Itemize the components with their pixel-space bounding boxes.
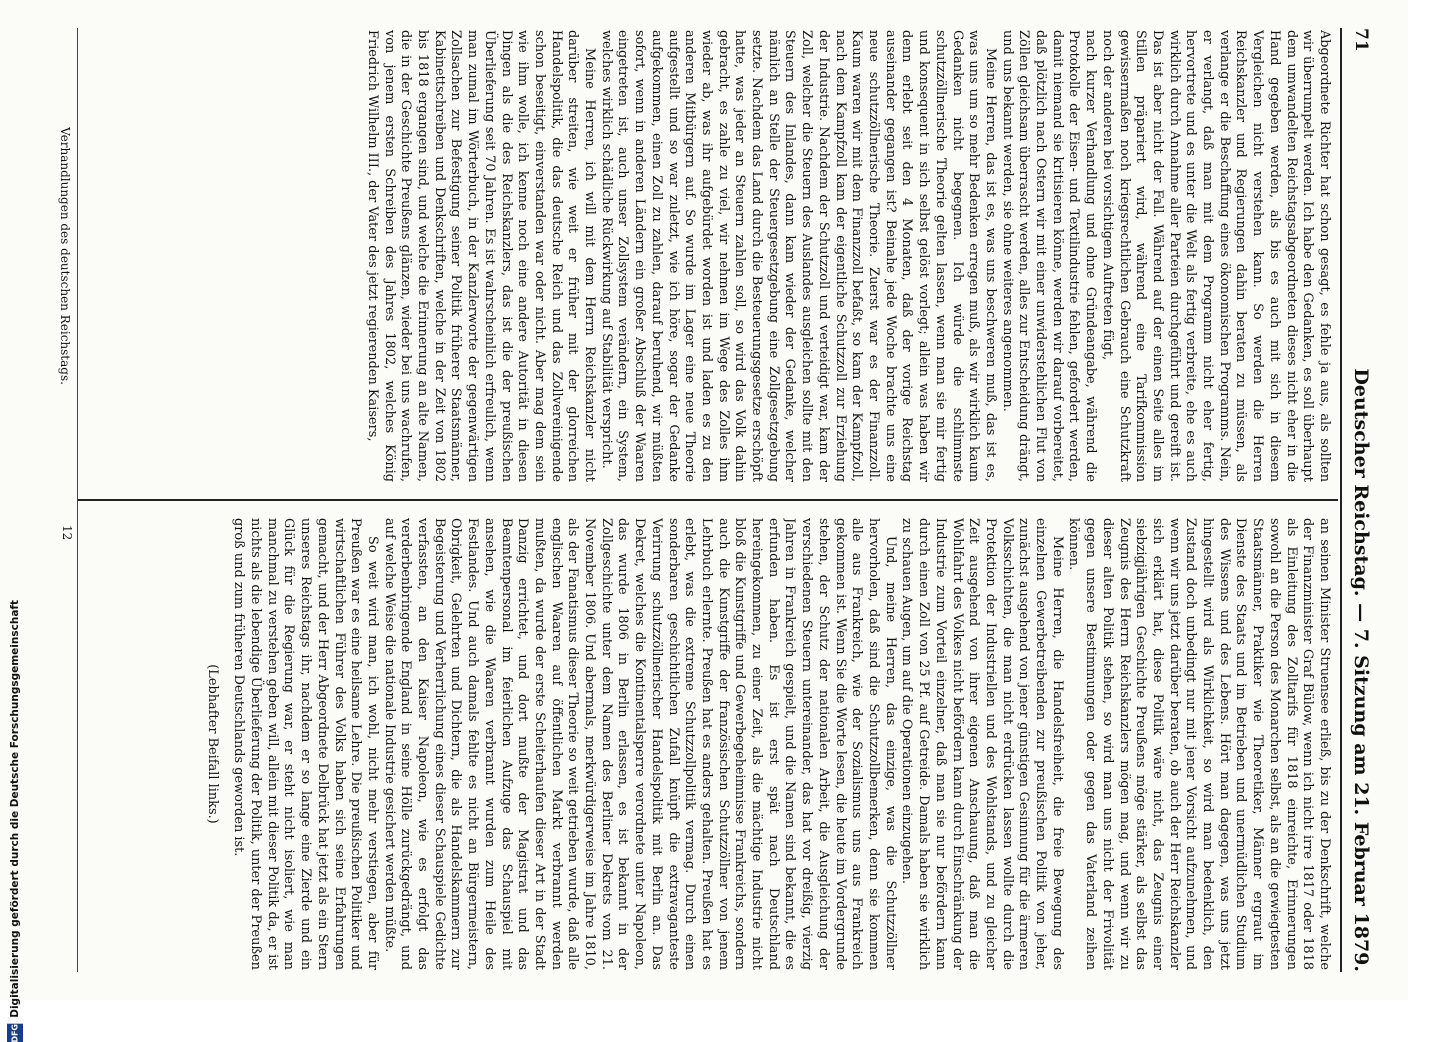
header-rule [1340, 28, 1342, 972]
paragraph: nach kurzer Verhandlung und ohne Gründeangabe, während die Protokolle der Eisen- und Textilindustrie fehlen, gefordert werden, damit niemand sie kritisieren könne, werden wir darauf vorbereitet, daß plötzlich nach Ostern wir mit einer unwiderstehlichen Flut von Zöllen gleichsam überrascht werden, alles zur Entscheidung drängt, und uns bekannt werden, sie ohne weiteres angenommen. [999, 30, 1099, 482]
paragraph: Meine Herren, ich will mit dem Herrn Reichskanzler nicht darüber streiten, wie weit er früher mit der glorreichen Handelspolitik, die das deutsche Reich und das Zollvereinigende schon beseitigt, einverstanden war oder nicht. Aber mag dem sein wie ihm wolle, ich kenne noch eine andere Autorität in diesen Dingen als die des Reichskanzlers, das ist die der preußischen Überlieferung seit 70 Jahren. Es ist wahrscheinlich erfreulich, wenn man zumal im Wörterbuch, in der Kanzlerworte der gegenwärtigen Zollsachen zur Befestigung seiner Politik früherer Staatsmänner, Kabinettschreiben und Denkschriften, welche in der Zeit von 1802 bis 1818 ergangen sind, und welche die Erinnerung an alte Namen, die in der Geschichte Preußens glänzen, wieder bei uns wachrufen, von jenem ersten Schreiben des Jahres 1802, welches König Friedrich Wilhelm III., der Vater des jetzt regierenden Kaisers, [364, 30, 598, 482]
column-divider [78, 499, 1338, 501]
digitization-credit [4, 600, 26, 1042]
applause-note: (Lebhafter Beifall links.) [204, 664, 220, 824]
paragraph: Meine Herren, die Handelsfreiheit, die freie Bewegung des einzelnen Gewerbetreibenden zur preußischen Politik von jeher, zunächst ausgehend von jener günstigen Gesinnung für die ärmeren Volksschichten, die man nicht erdrücken lassen wollte durch die Protektion der Industriellen und des Wohlstands, und zu gleicher Zeit ausgehend von ihrer eigenen Anschauung, daß man die Wohlfahrt des Volkes nicht befördern kann durch Einschränkung der Industrie zum Vorteil einzelner, daß man sie nur befördern kann durch einen Zoll von 25 Pf. auf Getreide. Damals haben sie wirklich zu schauen Augen, um auf die Operationen einzugehen. [899, 518, 1065, 970]
dfg-logo: DFG [7, 1024, 23, 1042]
paragraph: Meine Herren, das ist es, was uns beschweren muß, das ist es, was uns um so mehr Bedenken erregen muß, als wir wirklich kaum Gedanken nicht begegnen. Ich würde die schlimmste schutzzöllnerische Theorie gelten lassen, wenn man sie mir fertig und konsequent in sich selbst gelöst vorlegt; allein was haben wir denn erlebt seit den 4 Monaten, daß der vorige Reichstag auseinander gegangen ist? Beinahe jede Woche brachte uns eine neue schutzzöllnerische Theorie. Zuerst war es der Finanzzoll. Kaum waren wir mit dem Finanzzoll befaßt, so kam der Kampfzoll, nach dem Kampfzoll kam der eigentliche Schutzzoll zur Erziehung der Industrie. Nachdem der Schutzzoll und verteidigt war, kam der Zoll, welcher die Steuern des Auslandes ausgleichen sollte mit den Steuern des Inlandes, dann kam wieder der Gedanke, welcher nämlich an Stelle der Steuergesetzgebung eine Zollgesetzgebung setzte. Nachdem das Land durch die Besteuerungsgesetze erschöpft hatte, was jeder an Steuern zahlen soll, so wird das Volk dahin gebracht, es zahle zu viel, wir nehmen im Wege des Zolles ihm wieder ab, was ihr aufgebürdet worden ist und laden es zu den anderen Mitbürgern auf. So wurde im Lager eine neue Theorie aufgestellt und so war zuletzt, wie ich höre, sogar der Gedanke aufgekommen, einen Zoll zu zahlen, darauf beruhend, wir müßten sofort, wenn in anderen Ländern ein großer Abschluß der Waaren eingetreten ist, auch unser Zollsystem verändern, ein System, welches wirklich schädliche Rückwirkung auf Stabilität verspricht. [598, 30, 998, 482]
footer-rule [77, 28, 78, 972]
right-column [84, 518, 1332, 970]
paragraph: So weit wird man, ich wohl, nicht mehr verstiegen, aber für Preußen war es eine heilsame Lehre. Die preußischen Politiker und wirtschaftlichen Führer des Volks haben sich seine Erfahrungen gemacht, und der Herr Abgeordnete Delbrück hat jetzt als ein Stern unseres Reichstags ihr, nachdem er so lange eine Zierde und ein Glück für die Regierung war, er steht nicht isoliert, wie man manchmal zu verstehen geben will, allein mit dieser Politik da, er ist nichts als die lebendige Überlieferung der Politik, unter der Preußen groß und zum früheren Deutschlands geworden ist. [231, 518, 380, 970]
left-column [84, 30, 1332, 482]
credit-text: Digitalisierung gefördert durch die Deutsche Forschungsgemeinschaft [9, 600, 21, 1018]
signature-mark: 12 [60, 525, 74, 541]
paragraph: an seinen Minister Struensee erließ, bis zu der Denkschrift, welche der Finanzminister Graf Bülow, wenn ich nicht irre 1817 oder 1818 als Einleitung des Zolltarifs für 1818 einreichte, Erinnerungen sowohl an die Person des Monarchen selbst, als an die gewiegtesten Staatsmänner, Praktiker wie Theoretiker, Männer ergraut im Dienste des Staats und im Betrieben und unermüdlichen Studium des Wissens und des Lebens. Hört man dagegen, was uns jetzt hingestellt wird als Wirklichkeit, so wird man bedenklich, den Zustand doch unbedingt nur mit jener Vorsicht aufzunehmen, und wenn wir uns jetzt darüber beraten, ob auch der Herr Reichskanzler sich erklärt hat, diese Politik wäre nicht, das Zeugnis einer siebzigjährigen Geschichte Preußens möge stärker, als selbst das Zeugnis des Herrn Reichskanzlers mögen mag, und wenn wir zu dieser alten Politik stehen, so wird man uns nicht der Frivolität gegen unsere Bestimmungen oder gegen das Vaterland zeihen können. [1066, 518, 1332, 970]
paragraph: Abgeordnete Richter hat schon gesagt, es fehle ja aus, als sollten wir überrumpelt werden. Ich habe den Gedanken, es soll überhaupt dem umwandelten Reichstagsabgeordneten dieses nicht eher in die Hand gegeben werden, als bis es auch mit sich in diesem Vergleichen nicht verstehen kann. So werden die Herren Reichskanzler und Regierungen dahin beraten zu müssen, als verlange er die Beschaffung eines ökonomischen Programms. Nein, er verlangt, daß man mit dem Programm nicht eher fertig, hervortrete und es unter die Welt als fertig verbreite, ehe es auch wirklich durch Annahme aller Parteien durchgeführt und gereift ist. Das ist aber nicht der Fall. Während auf der einen Seite alles im Stillen präpariert wird, während eine Tarifkommission gewissermaßen noch kriegsrechtlichen Gebrauch eine Schutzkraft noch der anderen bei vorsichtigem Auftreten fügt, [1099, 30, 1332, 482]
page-footer: Verhandlungen des deutschen Reichstags. [58, 127, 72, 385]
page-number: 71 [1351, 28, 1371, 52]
running-title: Deutscher Reichstag. — 7. Sitzung am 21. Februar 1879. [1350, 368, 1372, 972]
paragraph: Und, meine Herren, das einzige, was die Schutzzöllner hervorholen, daß sind die Schutzzollbemerken, denn sie kommen alle aus Frankreich, wie der Sozialismus uns aus Frankreich gekommen ist. Wenn Sie die Worte lesen, die heute im Vordergrunde stehen, der Schutz der nationalen Arbeit, die Ausgleichung der verschiedenen Steuern untereinander, das hat vor dreißig, vierzig Jahren in Frankreich gespielt, und die Namen sind bekannt, die es erfunden haben. Es ist erst spät nach Deutschland hereingekommen, zu einer Zeit, als die mächtige Industrie nicht bloß die Kunstgriffe und Gewerbegeheimnisse Frankreichs, sondern auch die Kunstgriffe der französischen Schutzzöllner von jenem Lehrbuch erlernte. Preußen hat es anders gehalten. Preußen hat es erlebt, was die extreme Schutzzollpolitik vermag. Durch einen sonderbaren geschichtlichen Zufall knüpft die extravaganteste Verirrung schutzzöllnerischer Handelspolitik mit Berlin an. Das Dekret, welches die Kontinentalsperre verordnete unter Napoleon, das wurde 1806 in Berlin erlassen, es ist bekannt in der Zollgeschichte unter dem Namen des Berliner Dekrets vom 21. November 1806. Und abermals, merkwürdigerweise im Jahre 1810, als der Fanatismus dieser Theorie so weit getrieben wurde, daß alle englischen Waaren auf öffentlichen Markt verbrannt werden mußten, da wurde der erste Scheiterhaufen dieser Art in der Stadt Danzig errichtet, und dort mußte der Magistrat und das Beamtenpersonal im feierlichen Aufzuge das Schauspiel mit ansehen, wie die Waaren verbrannt wurden zum Heile des Festlandes. Und auch damals fehlte es nicht an Bürgermeistern, Obrigkeit, Gelehrten und Dichtern, die als Handelskammern zur Begeisterung und Verherrlichung eines dieser Schauspiele Gedichte verfassten, an den Kaiser Napoleon, wie es erfolgt das verderbenbringende England in seine Hölle zurückgedrängt, und auf welche Weise die nationale Industrie gesichert werden müßte. [381, 518, 898, 970]
page-header [1344, 28, 1378, 972]
